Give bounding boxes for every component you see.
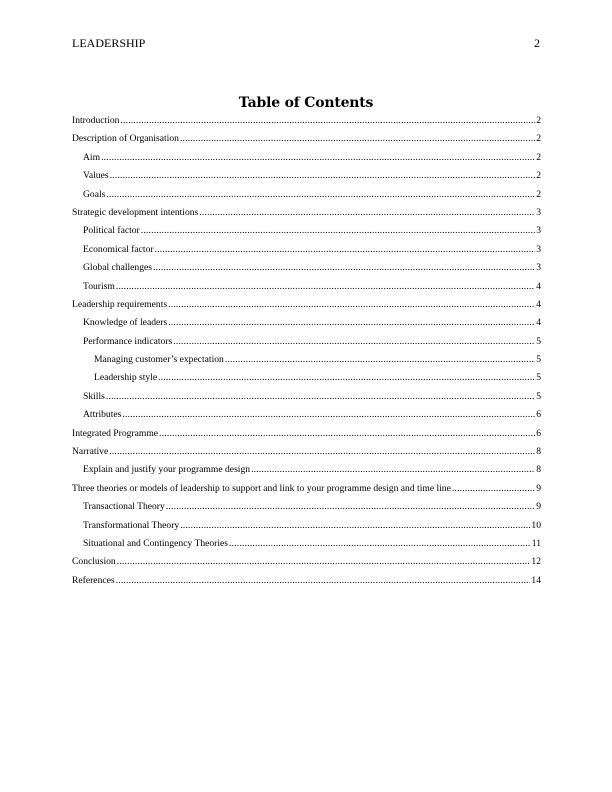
toc-entry-label[interactable]: Three theories or models of leadership to support and link to your programme design and time line — [72, 482, 451, 494]
toc-entry-page: 6 — [536, 427, 541, 439]
toc-entry[interactable] — [72, 168, 541, 186]
page-number: 2 — [534, 36, 540, 50]
toc-entry[interactable] — [72, 536, 541, 554]
toc-entry[interactable] — [72, 554, 541, 572]
toc-entry-page: 8 — [536, 446, 541, 458]
toc-entry-page: 2 — [536, 170, 541, 182]
toc-entry[interactable] — [72, 150, 541, 168]
toc-entry-label[interactable]: Performance indicators — [83, 335, 173, 347]
toc-entry-page: 3 — [536, 206, 541, 218]
toc-entry-label[interactable]: Aim — [83, 151, 101, 163]
toc-entry-label[interactable]: Transformational Theory — [83, 519, 180, 531]
dot-leader — [106, 187, 535, 202]
toc-entry-label[interactable]: Transactional Theory — [83, 501, 165, 513]
toc-entry-page: 5 — [536, 354, 541, 366]
toc-entry-page: 3 — [536, 243, 541, 255]
toc-entry[interactable] — [72, 462, 541, 480]
dot-leader — [120, 113, 535, 128]
dot-leader — [155, 242, 536, 257]
toc-entry-label[interactable]: Integrated Programme — [72, 427, 159, 439]
dot-leader — [122, 407, 535, 422]
toc-entry-label[interactable]: Values — [83, 170, 109, 182]
toc-entry-page: 2 — [536, 151, 541, 163]
toc-entry-label[interactable]: Global challenges — [83, 262, 152, 274]
toc-entry-label[interactable]: Strategic development intentions — [72, 206, 199, 218]
dot-leader — [101, 150, 535, 165]
toc-entry[interactable] — [72, 407, 541, 425]
dot-leader — [180, 131, 535, 146]
toc-entry-label[interactable]: Description of Organisation — [72, 133, 179, 145]
toc-entry-page: 10 — [531, 519, 541, 531]
toc-entry-page: 4 — [536, 298, 541, 310]
toc-entry-label[interactable]: Political factor — [83, 225, 140, 237]
toc-entry-label[interactable]: Leadership requirements — [72, 298, 168, 310]
toc-entry[interactable] — [72, 187, 541, 205]
toc-entry[interactable] — [72, 370, 541, 388]
toc-entry[interactable] — [72, 334, 541, 352]
toc-entry[interactable] — [72, 242, 541, 260]
toc-entry-label[interactable]: Skills — [83, 390, 105, 402]
toc-entry[interactable] — [72, 279, 541, 297]
toc-entry-page: 5 — [536, 335, 541, 347]
dot-leader — [158, 370, 535, 385]
dot-leader — [159, 426, 535, 441]
page-header — [72, 36, 540, 52]
toc-entry-label[interactable]: Managing customer’s expectation — [94, 354, 224, 366]
dot-leader — [116, 573, 531, 588]
toc-entry-page: 8 — [536, 464, 541, 476]
toc-entry[interactable] — [72, 113, 541, 131]
toc-entry-page: 2 — [536, 133, 541, 145]
dot-leader — [106, 389, 535, 404]
dot-leader — [225, 352, 535, 367]
toc-entry[interactable] — [72, 131, 541, 149]
dot-leader — [166, 499, 535, 514]
toc-entry[interactable] — [72, 573, 541, 591]
running-head: LEADERSHIP — [72, 36, 146, 50]
dot-leader — [110, 168, 536, 183]
dot-leader — [251, 462, 535, 477]
toc-entry-label[interactable]: Tourism — [83, 280, 115, 292]
toc-entry[interactable] — [72, 223, 541, 241]
toc-entry-page: 3 — [536, 225, 541, 237]
toc-entry[interactable] — [72, 389, 541, 407]
toc-entry[interactable] — [72, 499, 541, 517]
toc-entry-page: 5 — [536, 372, 541, 384]
toc-entry-page: 6 — [536, 409, 541, 421]
dot-leader — [168, 315, 535, 330]
toc-entry-label[interactable]: Conclusion — [72, 556, 116, 568]
toc-entry-label[interactable]: Attributes — [83, 409, 122, 421]
toc-entry-page: 2 — [536, 188, 541, 200]
dot-leader — [117, 554, 531, 569]
toc-entry-page: 12 — [531, 556, 541, 568]
toc-entry-page: 11 — [531, 537, 541, 549]
toc-entry[interactable] — [72, 426, 541, 444]
toc-entry-page: 9 — [536, 501, 541, 513]
toc-entry-page: 4 — [536, 280, 541, 292]
toc-entry[interactable] — [72, 297, 541, 315]
dot-leader — [173, 334, 535, 349]
dot-leader — [141, 223, 535, 238]
dot-leader — [452, 481, 535, 496]
toc-entry[interactable] — [72, 315, 541, 333]
dot-leader — [229, 536, 531, 551]
dot-leader — [109, 444, 535, 459]
toc-entry-label[interactable]: Goals — [83, 188, 106, 200]
toc-entry[interactable] — [72, 481, 541, 499]
dot-leader — [116, 279, 535, 294]
toc-entry[interactable] — [72, 205, 541, 223]
toc-entry[interactable] — [72, 352, 541, 370]
toc-entry-label[interactable]: Explain and justify your programme design — [83, 464, 251, 476]
toc-entry-page: 5 — [536, 390, 541, 402]
toc-entry-label[interactable]: References — [72, 574, 115, 586]
toc-entry-label[interactable]: Introduction — [72, 115, 120, 126]
dot-leader — [153, 260, 535, 275]
toc-entry-label[interactable]: Narrative — [72, 446, 109, 458]
dot-leader — [180, 518, 530, 533]
dot-leader — [199, 205, 535, 220]
table-of-contents — [72, 113, 541, 591]
toc-entry[interactable] — [72, 260, 541, 278]
toc-entry-page: 3 — [536, 262, 541, 274]
toc-entry[interactable] — [72, 518, 541, 536]
toc-entry-label[interactable]: Leadership style — [94, 372, 158, 384]
toc-entry-page: 14 — [531, 574, 541, 586]
toc-entry-label[interactable]: Situational and Contingency Theories — [83, 537, 229, 549]
dot-leader — [168, 297, 535, 312]
toc-entry-label[interactable]: Economical factor — [83, 243, 154, 255]
toc-title: Table of Contents — [238, 95, 374, 111]
toc-entry-page: 2 — [536, 115, 541, 126]
toc-entry[interactable] — [72, 444, 541, 462]
toc-entry-page: 4 — [536, 317, 541, 329]
toc-entry-label[interactable]: Knowledge of leaders — [83, 317, 168, 329]
toc-entry-page: 9 — [536, 482, 541, 494]
